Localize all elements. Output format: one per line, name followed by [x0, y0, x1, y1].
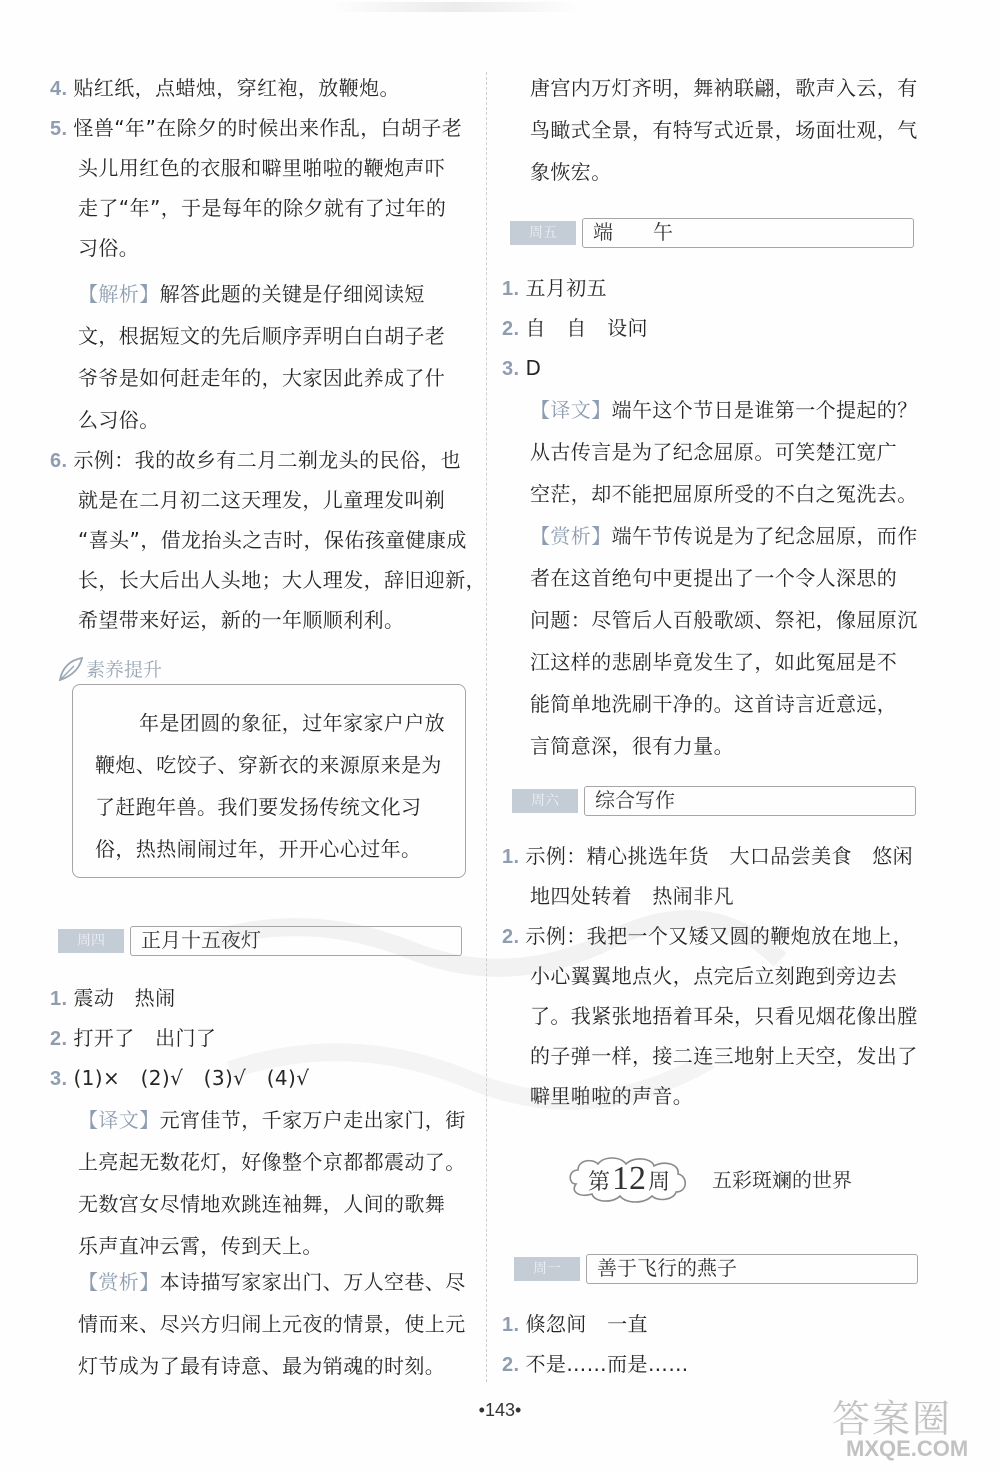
suyang-text-line: 年是团圆的象征，过年家家户户放: [139, 711, 445, 735]
item-text-line: 小心翼翼地点火，点完后立刻跑到旁边去: [530, 964, 898, 988]
appreciation-text-line: 江这样的悲剧毕竟发生了，如此冤屈是不: [530, 650, 898, 674]
item-text-line: 习俗。: [78, 236, 140, 260]
item-number: 1.: [502, 278, 520, 300]
page-number: •143•: [478, 1400, 522, 1420]
answer-item-1: [502, 274, 607, 303]
answer-item-3: [502, 354, 541, 383]
item-text: 示例：我的故乡有二月二剃龙头的民俗，也: [73, 448, 462, 472]
item-text: 示例：我把一个又矮又圆的鞭炮放在地上，: [525, 924, 914, 948]
week-prefix: 第: [588, 1170, 611, 1195]
answer-item-2: [502, 1350, 689, 1379]
watermark-logo-text: 答案圈: [832, 1397, 953, 1441]
answer-item-4: [50, 74, 400, 103]
item-number: 3.: [50, 1068, 68, 1090]
watermark-url-text: MXQE.COM: [846, 1436, 969, 1461]
item-number: 2.: [50, 1028, 68, 1050]
item-text-line: 噼里啪啦的声音。: [530, 1084, 694, 1108]
translation-block: [530, 396, 918, 424]
item-text: 示例：精心挑选年货 大口品尝美食 悠闲: [525, 844, 914, 868]
item-text: 不是……而是……: [525, 1352, 689, 1376]
section-header-thursday: [58, 926, 462, 956]
suyang-text-line: 鞭炮、吃饺子、穿新衣的来源原来是为: [95, 753, 442, 777]
section-badge: 周四: [58, 929, 124, 953]
translation-tag: 【译文】: [530, 398, 612, 422]
scan-smudge: [330, 2, 580, 12]
answer-item-1: [50, 984, 175, 1013]
analysis-text-line: 么习俗。: [78, 408, 160, 432]
suyang-title: [86, 656, 246, 684]
item-text-line: 走了“年”，于是每年的除夕就有了过年的: [78, 196, 447, 220]
continued-text-line: 象恢宏。: [530, 160, 612, 184]
answer-item-5: [50, 114, 462, 143]
item-text: 贴红纸，点蜡烛，穿红袍，放鞭炮。: [73, 76, 400, 100]
answer-item-2: [502, 922, 913, 951]
week-theme: 五彩斑斓的世界: [712, 1168, 852, 1192]
item-text-line: 地四处转着 热闹非凡: [530, 884, 734, 908]
answer-item-1: [502, 1310, 648, 1339]
item-number: 4.: [50, 78, 68, 100]
section-header-monday: [514, 1254, 918, 1284]
appreciation-text-line: 灯节成为了最有诗意、最为销魂的时刻。: [78, 1354, 446, 1378]
analysis-text: 解答此题的关键是仔细阅读短: [159, 282, 425, 306]
suyang-box: [72, 684, 466, 878]
section-title: 综合写作: [584, 786, 916, 816]
appreciation-tag: 【赏析】: [530, 524, 612, 548]
suyang-text-line: 俗，热热闹闹过年，开开心心过年。: [95, 837, 422, 861]
continued-text-line: 唐宫内万灯齐明，舞衲联翩，歌声入云，有: [530, 76, 918, 100]
translation-text: 元宵佳节，千家万户走出家门，街: [159, 1108, 466, 1132]
item-text: D: [525, 356, 542, 380]
item-text-line: 了。我紧张地捂着耳朵，只看见烟花像出膛: [530, 1004, 918, 1028]
item-text: 怪兽“年”在除夕的时候出来作乱，白胡子老: [73, 116, 463, 140]
week-label: [588, 1162, 670, 1200]
item-text: 自 自 设问: [525, 316, 648, 340]
item-text-line: 头儿用红色的衣服和噼里啪啦的鞭炮声吓: [78, 156, 446, 180]
appreciation-text-line: 情而来、尽兴方归闹上元夜的情景，使上元: [78, 1312, 466, 1336]
section-header-friday: [510, 218, 914, 248]
item-text: 打开了 出门了: [73, 1026, 217, 1050]
item-text: 震动 热闹: [73, 986, 176, 1010]
item-number: 1.: [502, 1314, 520, 1336]
item-text-line: “喜头”，借龙抬头之吉时，保佑孩童健康成: [78, 528, 467, 552]
appreciation-text: 本诗描写家家出门、万人空巷、尽: [159, 1270, 466, 1294]
answer-item-2: [50, 1024, 216, 1053]
appreciation-text: 端午节传说是为了纪念屈原，而作: [611, 524, 918, 548]
item-text-line: 的子弹一样，接二连三地射上天空，发出了: [530, 1044, 918, 1068]
item-text: 五月初五: [525, 276, 608, 300]
appreciation-text-line: 言简意深，很有力量。: [530, 734, 734, 758]
appreciation-text-line: 者在这首绝句中更提出了一个令人深思的: [530, 566, 898, 590]
suyang-title-text: 素养提升: [86, 659, 163, 681]
week-suffix: 周: [648, 1170, 671, 1195]
section-badge: 周六: [512, 789, 578, 813]
translation-text-line: 上亮起无数花灯，好像整个京都都震动了。: [78, 1150, 466, 1174]
week-number: 12: [612, 1160, 647, 1197]
translation-block: [78, 1106, 466, 1134]
section-title: 善于飞行的燕子: [586, 1254, 918, 1284]
appreciation-text-line: 能简单地洗刷干净的。这首诗言近意远，: [530, 692, 898, 716]
item-number: 3.: [502, 358, 520, 380]
appreciation-tag: 【赏析】: [78, 1270, 160, 1294]
answer-item-3: [50, 1064, 309, 1093]
translation-tag: 【译文】: [78, 1108, 160, 1132]
continued-text-line: 鸟瞰式全景，有特写式近景，场面壮观，气: [530, 118, 918, 142]
watermark-logo: [818, 1390, 998, 1470]
appreciation-text-line: 问题：尽管后人百般歌颂、祭祀，像屈原沉: [530, 608, 918, 632]
translation-text-line: 乐声直冲云霄，传到天上。: [78, 1234, 323, 1258]
item-text: (1)× (2)√ (3)√ (4)√: [73, 1066, 310, 1090]
section-badge: 周一: [514, 1257, 580, 1281]
item-number: 5.: [50, 118, 68, 140]
appreciation-block: [78, 1268, 466, 1296]
translation-text: 端午这个节日是谁第一个提起的？: [611, 398, 918, 422]
item-number: 2.: [502, 926, 520, 948]
item-text-line: 就是在二月初二这天理发，儿童理发叫剃: [78, 488, 446, 512]
answer-item-2: [502, 314, 648, 343]
week-banner: [566, 1154, 906, 1204]
item-text: 倏忽间 一直: [525, 1312, 648, 1336]
analysis-text-line: 文，根据短文的先后顺序弄明白白胡子老: [78, 324, 446, 348]
section-header-saturday: [512, 786, 916, 816]
answer-item-1: [502, 842, 913, 871]
item-number: 2.: [502, 318, 520, 340]
analysis-tag: 【解析】: [78, 282, 160, 306]
item-number: 2.: [502, 1354, 520, 1376]
column-divider: [486, 72, 487, 1382]
analysis-text-line: 爷爷是如何赶走年的，大家因此养成了什: [78, 366, 446, 390]
translation-text-line: 从古传言是为了纪念屈原。可笑楚江宽广: [530, 440, 898, 464]
translation-text-line: 无数宫女尽情地欢跳连袖舞，人间的歌舞: [78, 1192, 446, 1216]
section-title: 正月十五夜灯: [130, 926, 462, 956]
suyang-text-line: 了赶跑年兽。我们要发扬传统文化习: [95, 795, 422, 819]
item-number: 1.: [502, 846, 520, 868]
translation-text-line: 空茫，却不能把屈原所受的不白之冤洗去。: [530, 482, 918, 506]
section-badge: 周五: [510, 221, 576, 245]
analysis-block: [78, 280, 425, 308]
answer-item-6: [50, 446, 461, 475]
leaf-pen-icon: [56, 654, 86, 684]
item-text-line: 长，长大后出人头地；大人理发，辞旧迎新，: [78, 568, 486, 592]
appreciation-block: [530, 522, 918, 550]
item-text-line: 希望带来好运，新的一年顺顺利利。: [78, 608, 405, 632]
item-number: 6.: [50, 450, 68, 472]
section-title: 端 午: [582, 218, 914, 248]
item-number: 1.: [50, 988, 68, 1010]
